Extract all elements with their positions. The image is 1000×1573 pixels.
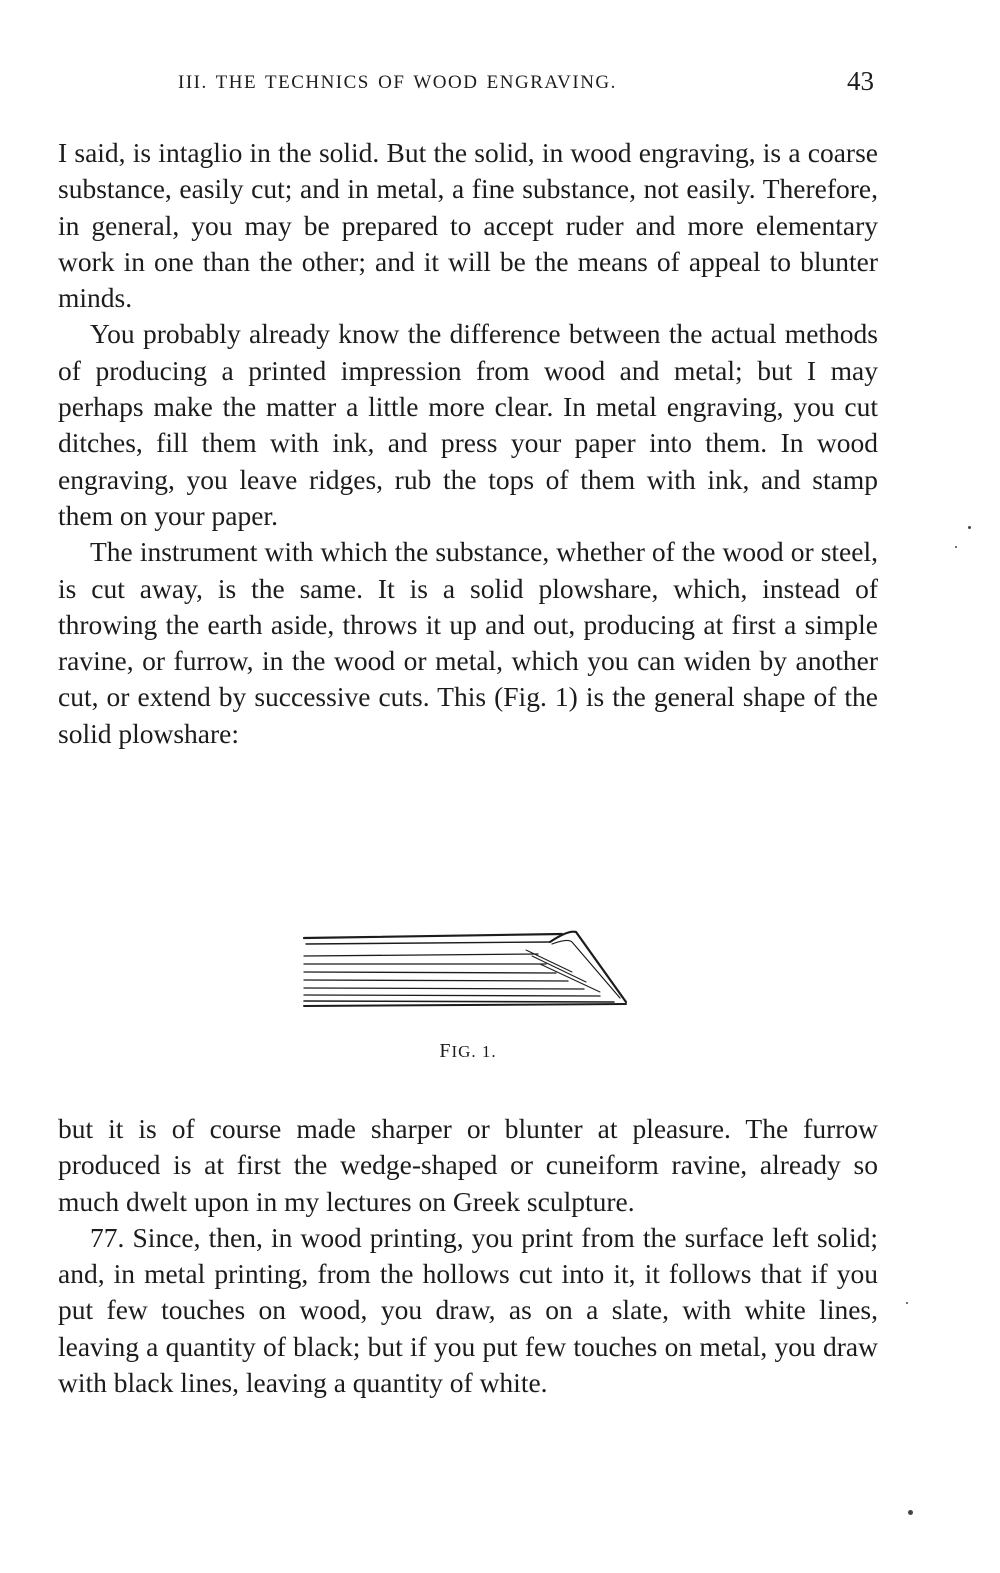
plowshare-figure	[300, 920, 640, 1020]
running-head	[58, 66, 878, 102]
page-number: 43	[847, 66, 874, 96]
plowshare-illustration	[300, 920, 640, 1020]
paragraph-continuation: I said, is intaglio in the solid. But the solid, in wood engraving, is a coarse substance, easily cut; and in metal, a fine substance, not easily. Therefore, in general, you may be prepared to accept ruder and more elementary work in one than the other; and it will be the means of appeal to blunter minds.	[58, 137, 878, 314]
paragraph-sharper: but it is of course made sharper or blunter at pleasure. The furrow produced is at first the wedge-shaped or cuneiform ravine, already so much dwelt upon in my lectures on Greek sculpture.	[58, 1113, 878, 1217]
paper-speck	[906, 1302, 908, 1304]
paper-speck	[908, 1510, 913, 1515]
caption-initial: F	[439, 1040, 452, 1062]
paper-speck	[968, 526, 971, 529]
paragraph-instrument: The instrument with which the substance, whether of the wood or steel, is cut away, is the same. It is a solid plowshare, which, instead of throwing the earth aside, throws it up and out, producing at first a simple ravine, or furrow, in the wood or metal, which you can widen by another cut, or extend by successive cuts. This (Fig. 1) is the general shape of the solid plowshare:	[58, 536, 878, 749]
paper-speck	[955, 546, 957, 548]
text-after-figure	[58, 1111, 878, 1401]
paragraph-77: 77. Since, then, in wood printing, you print from the surface left solid; and, in metal printing, from the hollows cut into it, it follows that if you put few touches on wood, you draw, as on a slate, with white lines, leaving a quantity of black; but if you put few touches on metal, you draw with black lines, leaving a quantity of white.	[58, 1221, 878, 1399]
figure-caption	[58, 1040, 878, 1063]
caption-rest: IG. 1.	[451, 1042, 497, 1061]
running-title: III. THE TECHNICS OF WOOD ENGRAVING.	[178, 72, 617, 93]
text-before-figure	[58, 135, 878, 752]
paragraph-printing-methods: You probably already know the difference between the actual methods of producing a printed impression from wood and metal; but I may perhaps make the matter a little more clear. In metal engraving, you cut ditches, fill them with ink, and press your paper into them. In wood engraving, you leave ridges, rub the tops of them with ink, and stamp them on your paper.	[58, 318, 878, 531]
